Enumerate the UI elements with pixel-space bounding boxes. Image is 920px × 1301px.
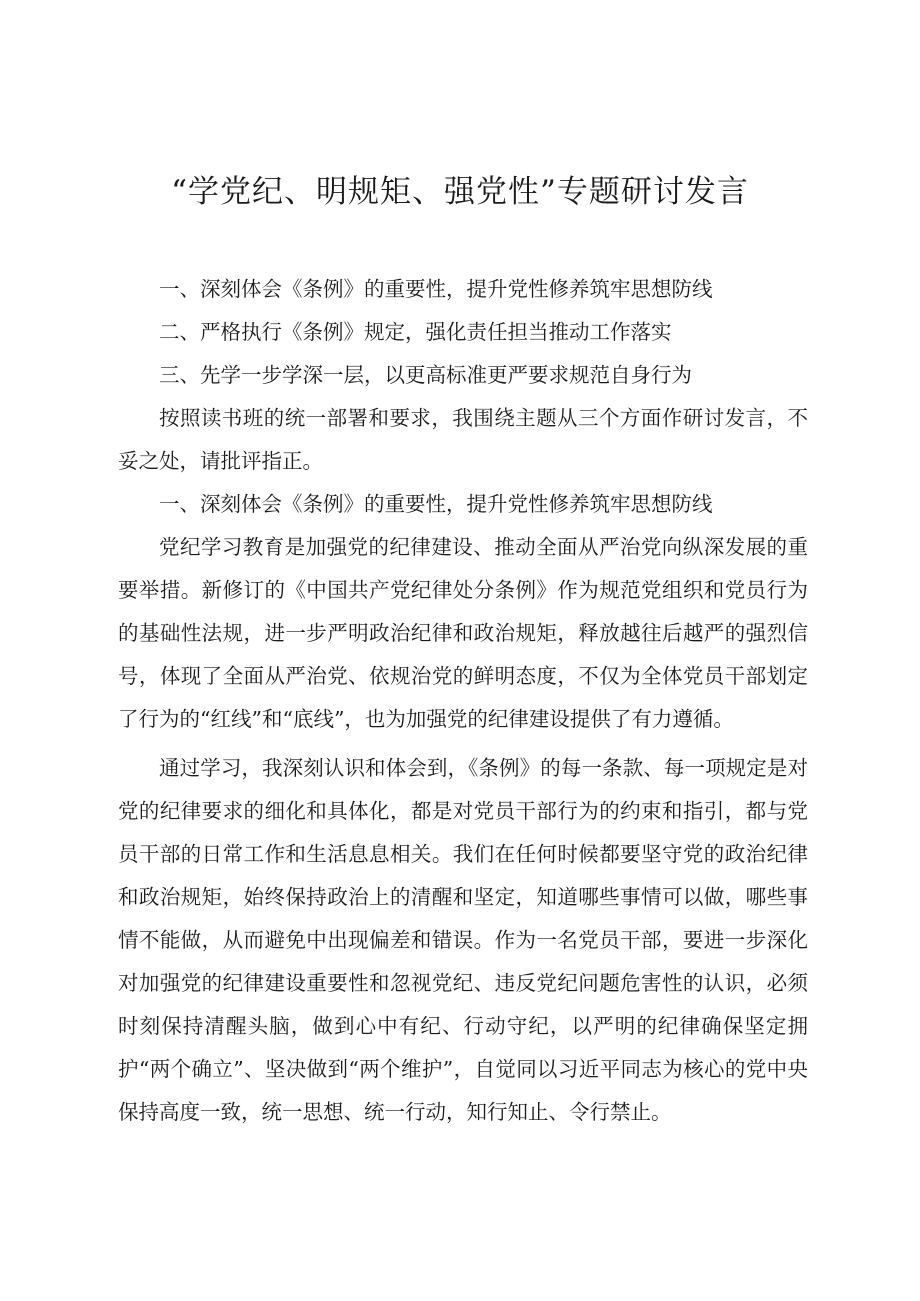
intro-paragraph: 按照读书班的统一部署和要求，我围绕主题从三个方面作研讨发言，不妥之处，请批评指正。 [118,406,808,473]
body-paragraph-1: 党纪学习教育是加强党的纪律建设、推动全面从严治党向纵深发展的重要举措。新修订的《中国共产党纪律处分条例》作为规范党组织和党员行为的基础性法规，进一步严明政治纪律和政治规矩，释放越往后越严的强烈信号，体现了全面从严治党、依规治党的鲜明态度，不仅为全体党员干部划定了行为的“红线”和“底线”，也为加强党的纪律建设提供了有力遵循。 [118,535,808,731]
section-1-heading: 一、深刻体会《条例》的重要性，提升党性修养筑牢思想防线 [159,492,713,516]
document-body [118,268,808,1134]
outline-item-3: 三、先学一步学深一层，以更高标准更严要求规范自身行为 [159,363,692,387]
outline-item-2: 二、严格执行《条例》规定，强化责任担当推动工作落实 [159,320,672,344]
body-paragraph-2: 通过学习，我深刻认识和体会到，《条例》的每一条款、每一项规定是对党的纪律要求的细化和具体化，都是对党员干部行为的约束和指引，都与党员干部的日常工作和生活息息相关。我们在任何时候都要坚守党的政治纪律和政治规矩，始终保持政治上的清醒和坚定，知道哪些事情可以做，哪些事情不能做，从而避免中出现偏差和错误。作为一名党员干部，要进一步深化对加强党的纪律建设重要性和忽视党纪、违反党纪问题危害性的认识，必须时刻保持清醒头脑，做到心中有纪、行动守纪，以严明的纪律确保坚定拥护“两个确立”、坚决做到“两个维护”，自觉同以习近平同志为核心的党中央保持高度一致，统一思想、统一行动，知行知止、令行禁止。 [118,756,808,1124]
document-title: “学党纪、明规矩、强党性”专题研讨发言 [171,174,749,210]
outline-item-1: 一、深刻体会《条例》的重要性，提升党性修养筑牢思想防线 [159,277,713,301]
